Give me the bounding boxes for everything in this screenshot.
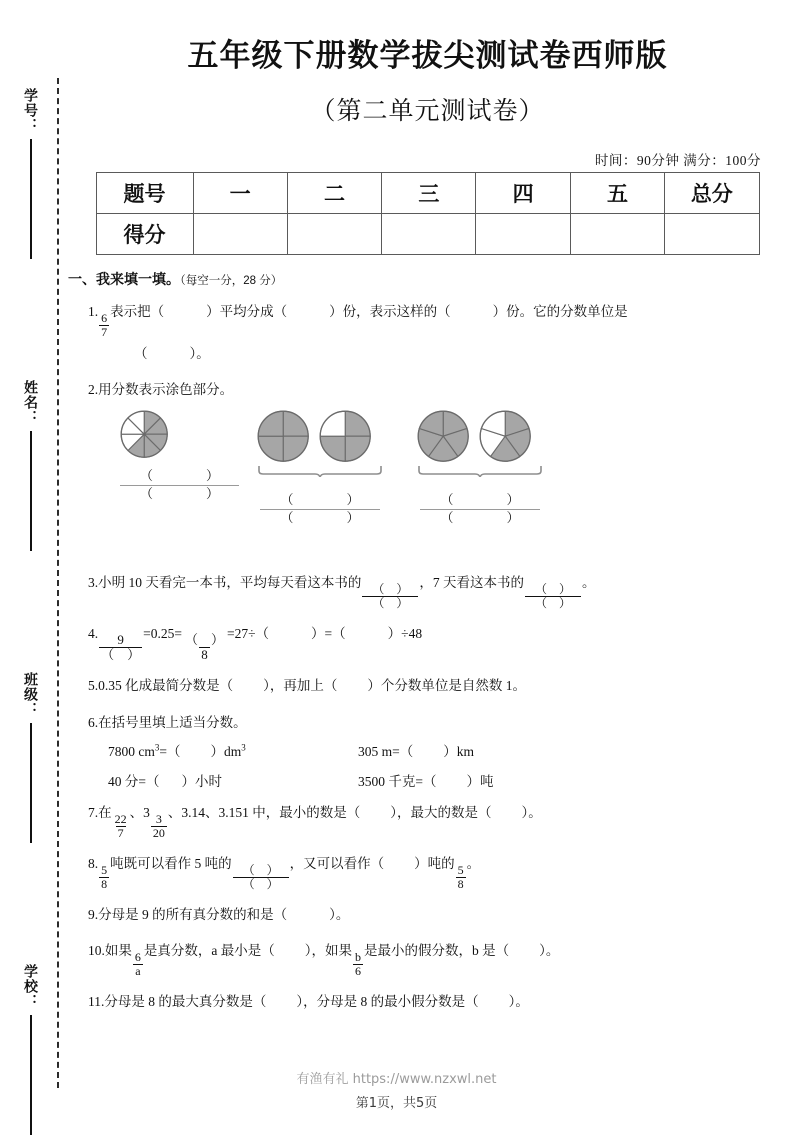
score-input-cell[interactable] — [193, 214, 287, 255]
denominator-blank[interactable]: （ ） — [120, 485, 239, 502]
denominator-blank[interactable]: （ ） — [260, 509, 379, 526]
question-5 — [88, 672, 793, 700]
question-10 — [88, 937, 793, 979]
table-cell: 三 — [382, 173, 476, 214]
conversion-item: 305 m=（ ）km — [358, 744, 475, 760]
fraction-9-over-blank[interactable]: $\frac{9}{( )}$ — [101, 631, 141, 663]
page-number: 第1页，共5页 — [355, 1096, 438, 1111]
table-row — [96, 173, 759, 214]
q5-text-2: ），再加上（ — [263, 677, 338, 693]
table-cell: 五 — [570, 173, 664, 214]
margin-field-label: 学号： — [23, 88, 39, 133]
numerator-blank[interactable]: （ ） — [440, 492, 540, 508]
q1-text-5: （ — [134, 345, 148, 361]
question-index: 4. — [88, 625, 99, 641]
question-index: 5. — [88, 677, 99, 693]
fraction-b-6: $\frac{b}{6}$ — [355, 949, 361, 979]
write-rule — [30, 431, 32, 551]
fraction-22-7: $\frac{22}{7}$ — [114, 812, 127, 841]
exam-page — [62, 0, 793, 1122]
score-table — [96, 172, 760, 255]
circle-group-2 — [257, 410, 383, 526]
table-cell: 得分 — [96, 214, 193, 255]
q7-text-1: 、3 — [129, 805, 150, 821]
conversion-item: 3500 千克=（ ）吨 — [358, 774, 494, 790]
q8-text-4: 。 — [466, 855, 481, 871]
numerator-blank[interactable]: （ ） — [280, 492, 380, 508]
write-rule — [30, 723, 32, 843]
q3-text-1: 小明 10 天看完一本书，平均每天看这本书的 — [98, 574, 362, 590]
margin-field-label: 姓名： — [23, 380, 39, 425]
table-cell: 总分 — [665, 173, 759, 214]
score-input-cell[interactable] — [382, 214, 476, 255]
q10-text-4: ）。 — [539, 943, 560, 959]
margin-field-label: 班级： — [23, 672, 39, 717]
margin-field-class — [18, 672, 44, 843]
score-input-cell[interactable] — [476, 214, 570, 255]
question-index: 1. — [88, 304, 99, 319]
section-points: （每空一分，28 分） — [180, 275, 283, 287]
circle-group-1 — [120, 410, 239, 502]
q1-text-1: 表示把（ — [110, 304, 165, 319]
question-index: 3. — [88, 574, 99, 590]
question-2-text: 用分数表示涂色部分。 — [98, 382, 234, 398]
unit-conversion-grid — [108, 740, 793, 790]
shaded-circles-row — [62, 410, 793, 560]
section-title: 一、我来填一填。 — [68, 271, 180, 287]
fraction-answer-blank-1[interactable] — [120, 468, 239, 502]
fraction-blank[interactable]: $\frac{( )}{( )}$ — [362, 583, 418, 611]
left-margin-column — [0, 0, 62, 1122]
q7-text-0: 在 — [98, 805, 112, 821]
q4-text-3: ）=（ — [311, 625, 346, 641]
q8-text-2: ，又可以看作（ — [289, 855, 385, 871]
question-index: 10. — [88, 943, 105, 959]
denominator-blank[interactable]: （ ） — [420, 509, 539, 526]
q10-text-1: 是真分数，a 最小是（ — [143, 943, 275, 959]
q10-text-2: ），如果 — [304, 943, 352, 959]
brace-icon — [257, 465, 383, 477]
fraction-5-8: $\frac{5}{8}$ — [101, 862, 108, 892]
dashed-fold-line — [57, 78, 59, 1088]
q1-text-6: ）。 — [189, 345, 210, 361]
question-2 — [88, 376, 793, 404]
q10-text-3: 是最小的假分数，b 是（ — [364, 943, 510, 959]
score-input-cell[interactable] — [570, 214, 664, 255]
pie-circle — [257, 410, 309, 462]
question-index: 2. — [88, 382, 99, 398]
q11-text-1: 分母是 8 的最大真分数是（ — [104, 993, 267, 1009]
table-cell: 二 — [287, 173, 381, 214]
question-6-text: 在括号里填上适当分数。 — [98, 714, 247, 730]
fraction-3-20: $\frac{3}{20}$ — [152, 812, 165, 841]
fraction-blank[interactable] — [260, 492, 379, 526]
question-3 — [88, 569, 793, 611]
fraction-5-8: $\frac{5}{8}$ — [457, 862, 464, 892]
page-subtitle: （第二单元测试卷） — [310, 98, 545, 125]
q4-text-2: =27÷（ — [227, 625, 270, 641]
question-7 — [88, 799, 793, 841]
section-heading-fill-in — [68, 269, 793, 289]
margin-field-label: 学校： — [23, 964, 39, 1009]
q3-text-3: 。 — [582, 574, 596, 590]
question-index: 8. — [88, 855, 99, 871]
q3-text-2: ，7 天看这本书的 — [419, 574, 524, 590]
q7-text-4: ）。 — [521, 805, 542, 821]
site-watermark: 有渔有礼 https://www.nzxwl.net — [296, 1072, 497, 1087]
table-cell: 题号 — [96, 173, 193, 214]
pie-circle — [479, 410, 531, 462]
conversion-item: 7800 $cm^3=$（ ）$dm^3$ — [108, 742, 246, 760]
write-rule — [30, 139, 32, 259]
fraction-blank-over-8[interactable]: $\frac{( )}{8}$ — [185, 631, 225, 663]
numerator-blank[interactable]: （ ） — [140, 468, 240, 484]
question-9 — [88, 901, 793, 929]
fraction-6-7: $\frac{6}{7}$ — [101, 310, 108, 340]
question-1 — [88, 298, 793, 367]
table-cell: 一 — [193, 173, 287, 214]
q4-text-1: =0.25= — [143, 625, 182, 641]
q7-text-2: 、3.14、3.151 中，最小的数是（ — [167, 805, 361, 821]
exam-meta: 时间：90分钟 满分：100分 — [594, 153, 761, 168]
q9-text-1: 分母是 9 的所有真分数的和是（ — [98, 906, 288, 922]
q4-text-4: ）÷48 — [387, 625, 423, 641]
q5-text-1: 0.35 化成最简分数是（ — [98, 677, 234, 693]
score-input-cell[interactable] — [665, 214, 759, 255]
q11-text-3: ）。 — [508, 993, 529, 1009]
table-row — [96, 214, 759, 255]
q11-text-2: ），分母是 8 的最小假分数是（ — [296, 993, 479, 1009]
q8-text-1: 吨既可以看作 5 吨的 — [110, 855, 232, 871]
question-8 — [88, 850, 793, 892]
q9-text-2: ）。 — [329, 906, 350, 922]
table-cell: 四 — [476, 173, 570, 214]
fraction-answer-blank-2[interactable] — [257, 492, 383, 526]
question-4 — [88, 620, 793, 663]
fraction-blank[interactable]: $\frac{( )}{( )}$ — [525, 583, 581, 611]
question-index: 7. — [88, 805, 99, 821]
q10-text-0: 如果 — [104, 943, 132, 959]
pie-circle — [120, 410, 168, 458]
pie-set — [257, 410, 383, 462]
question-index: 9. — [88, 906, 99, 922]
fraction-6-a: $\frac{6}{a}$ — [134, 949, 141, 979]
question-1-line2 — [134, 340, 793, 368]
group-brace — [257, 464, 383, 482]
fraction-blank[interactable] — [120, 468, 239, 502]
q1-text-3: ）份，表示这样的（ — [329, 304, 451, 319]
q5-text-3: ）个分数单位是自然数 1。 — [367, 677, 526, 693]
pie-circle — [417, 410, 469, 462]
page-title: 五年级下册数学拔尖测试卷西师版 — [187, 38, 668, 74]
question-11 — [88, 988, 793, 1016]
conversion-item: 40 分=（ ）小时 — [108, 774, 222, 790]
pie-circle — [319, 410, 371, 462]
score-input-cell[interactable] — [287, 214, 381, 255]
fraction-answer-blank-3[interactable] — [417, 492, 543, 526]
pie-set — [120, 410, 239, 458]
margin-field-student-id — [18, 88, 44, 259]
q1-text-2: ）平均分成（ — [206, 304, 288, 319]
question-index: 6. — [88, 714, 99, 730]
brace-icon — [417, 465, 543, 477]
group-brace — [417, 464, 543, 482]
circle-group-3 — [417, 410, 543, 526]
pie-set — [417, 410, 543, 462]
q1-text-4: ）份。它的分数单位是 — [492, 304, 628, 319]
margin-field-name — [18, 380, 44, 551]
fraction-blank[interactable]: $\frac{( )}{( )}$ — [233, 864, 289, 892]
q7-text-3: ），最大的数是（ — [390, 805, 492, 821]
q8-text-3: ）吨的 — [414, 855, 455, 871]
question-index: 11. — [88, 993, 105, 1009]
fraction-blank[interactable] — [420, 492, 539, 526]
question-6 — [88, 709, 793, 737]
